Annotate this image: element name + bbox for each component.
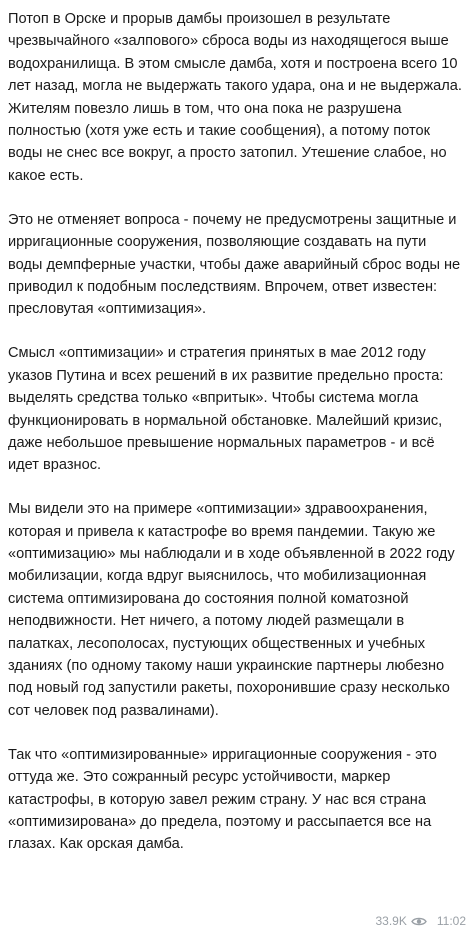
message-paragraph-2: Это не отменяет вопроса - почему не предусмотрены защитные и ирригационные сооружения, позволяющие создавать на пути воды демпферные участки, чтобы даже аварийный сброс воды не приводил к подобным последствиям. Впрочем, ответ известен: пресловутая «оптимизация». <box>8 211 461 318</box>
message-paragraph-3: Смысл «оптимизации» и стратегия принятых в мае 2012 году указов Путина и всех решений в их развитие предельно проста: выделять средства только «впритык». Чтобы система могла функционировать в нормальной обстановке. Малейший кризис, даже небольшое превышение нормальных параметров - и всё идет вразнос. <box>8 345 444 474</box>
message-time: 11:02 <box>436 914 466 928</box>
message-paragraph-1: Потоп в Орске и прорыв дамбы произошел в результате чрезвычайного «залпового» сброса воды из находящегося выше водохранилища. В этом смысле дамба, хотя и построена всего 10 лет назад, могла не выдержать такого удара, она и не выдержала. Жителям повезло лишь в том, что она пока не разрушена полностью (хотя уже есть и такие сообщения), а потому поток воды не снес все вокруг, а просто затопил. Утешение слабое, но какое есть. <box>8 11 462 184</box>
message-meta <box>372 914 467 928</box>
message-text <box>8 8 464 856</box>
eye-icon <box>411 916 427 927</box>
views-count: 33.9K <box>375 914 407 928</box>
message-paragraph-5: Так что «оптимизированные» ирригационные сооружения - это оттуда же. Это сожранный ресурс устойчивости, маркер катастрофы, в которую завел режим страну. У нас вся страна «оптимизирована» до предела, поэтому и рассыпается все на глазах. Как орская дамба. <box>8 746 437 853</box>
message-paragraph-4: Мы видели это на примере «оптимизации» здравоохранения, которая и привела к катастрофе во время пандемии. Такую же «оптимизацию» мы наблюдали и в ходе объявленной в 2022 году мобилизации, когда вдруг выяснилось, что мобилизационная система оптимизирована до состояния полной коматозной неподвижности. Нет ничего, а потому людей размещали в палатках, лесополосах, пустующих общественных и учебных зданиях (по одному такому наши украинские партнеры любезно под новый год запустили ракеты, похоронившие сразу несколько сот человек под развалинами). <box>8 501 455 719</box>
